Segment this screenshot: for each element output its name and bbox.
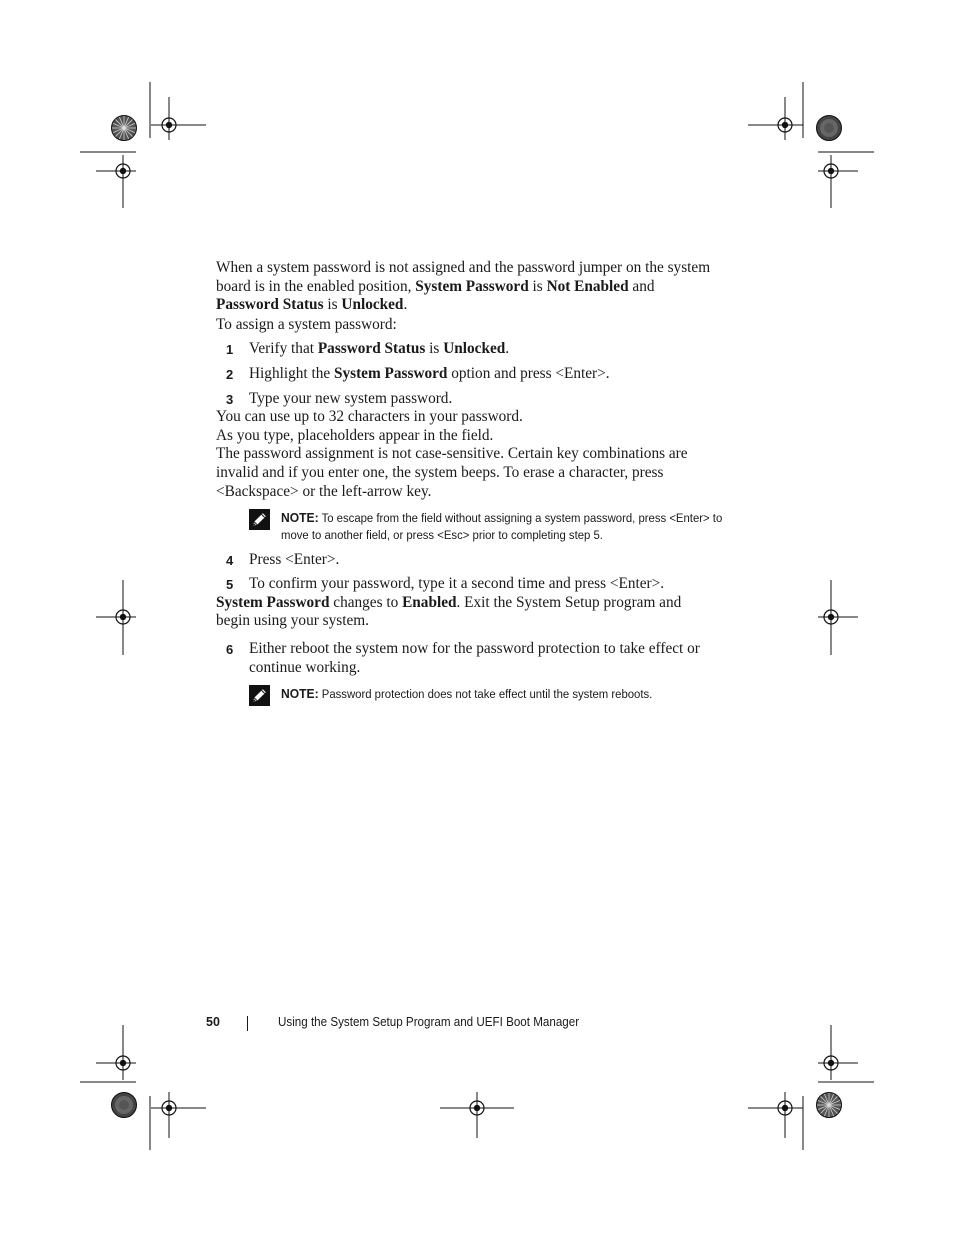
note-body: To escape from the field without assigning a system password, press <Enter> to move to another field, or press <Esc> prior to completing step 5. (281, 511, 723, 543)
step-text: Press <Enter>. (249, 550, 340, 568)
term-system-password: System Password (333, 364, 448, 382)
note-pencil-icon (249, 685, 270, 706)
note-label: NOTE: (281, 510, 319, 526)
step-text: . Exit the System Setup program and begin using your system. (216, 593, 682, 630)
note-pencil-icon (249, 509, 270, 530)
term-password-status: Password Status (317, 340, 426, 358)
term-system-password: System Password (415, 277, 529, 295)
step-3 (216, 390, 716, 409)
term-not-enabled: Not Enabled (546, 277, 629, 295)
note-text (281, 509, 737, 544)
page-body (216, 259, 723, 703)
step-text: option and press <Enter>. (447, 364, 610, 382)
intro-text: . (403, 296, 408, 314)
step-3-detail: As you type, placeholders appear in the field. (216, 426, 494, 444)
step-number: 6 (226, 641, 234, 657)
step-text: Highlight the (249, 364, 334, 382)
step-number: 5 (226, 577, 234, 593)
step-5 (216, 575, 716, 594)
note-reboot (249, 685, 716, 703)
intro-instruction: To assign a system password: (216, 315, 397, 333)
note-body: Password protection does not take effect until the system reboots. (318, 687, 653, 702)
step-text: To confirm your password, type it a second time and press <Enter>. (249, 575, 665, 593)
step-number: 4 (226, 552, 234, 568)
step-5-detail (216, 594, 716, 631)
step-6 (216, 640, 716, 677)
step-number: 3 (226, 391, 234, 407)
step-4 (216, 551, 716, 570)
step-text: Verify that (249, 340, 318, 358)
step-3-detail: You can use up to 32 characters in your password. (216, 408, 523, 426)
footer-chapter-title: Using the System Setup Program and UEFI Boot Manager (278, 1015, 580, 1029)
note-escape (249, 509, 723, 544)
step-text: Type your new system password. (249, 389, 453, 407)
step-2 (216, 365, 716, 384)
step-number: 2 (226, 366, 234, 382)
step-text: changes to (329, 593, 403, 611)
term-unlocked: Unlocked (443, 340, 506, 358)
intro-paragraph (216, 259, 716, 315)
note-text (281, 685, 737, 703)
intro-text: is (323, 296, 342, 314)
step-number: 1 (226, 342, 234, 358)
page-number: 50 (206, 1015, 220, 1029)
term-unlocked: Unlocked (341, 296, 404, 314)
step-text: . (505, 340, 510, 358)
step-text: Either reboot the system now for the password protection to take effect or continue working. (249, 639, 700, 676)
step-1 (216, 340, 716, 359)
footer-separator (247, 1016, 248, 1031)
intro-text: When a system password is not assigned and the password jumper on the system board is in the enabled position, (216, 259, 711, 295)
term-system-password: System Password (216, 593, 330, 611)
term-password-status: Password Status (216, 296, 324, 314)
note-label: NOTE: (281, 686, 319, 702)
term-enabled: Enabled (402, 593, 457, 611)
intro-text: and (628, 277, 655, 295)
step-text: is (425, 340, 444, 358)
intro-text: is (528, 277, 547, 295)
step-3-detail: The password assignment is not case-sensitive. Certain key combinations are invalid and if you enter one, the system beeps. To erase a character, press <Backspace> or the left-arrow key. (216, 445, 688, 500)
